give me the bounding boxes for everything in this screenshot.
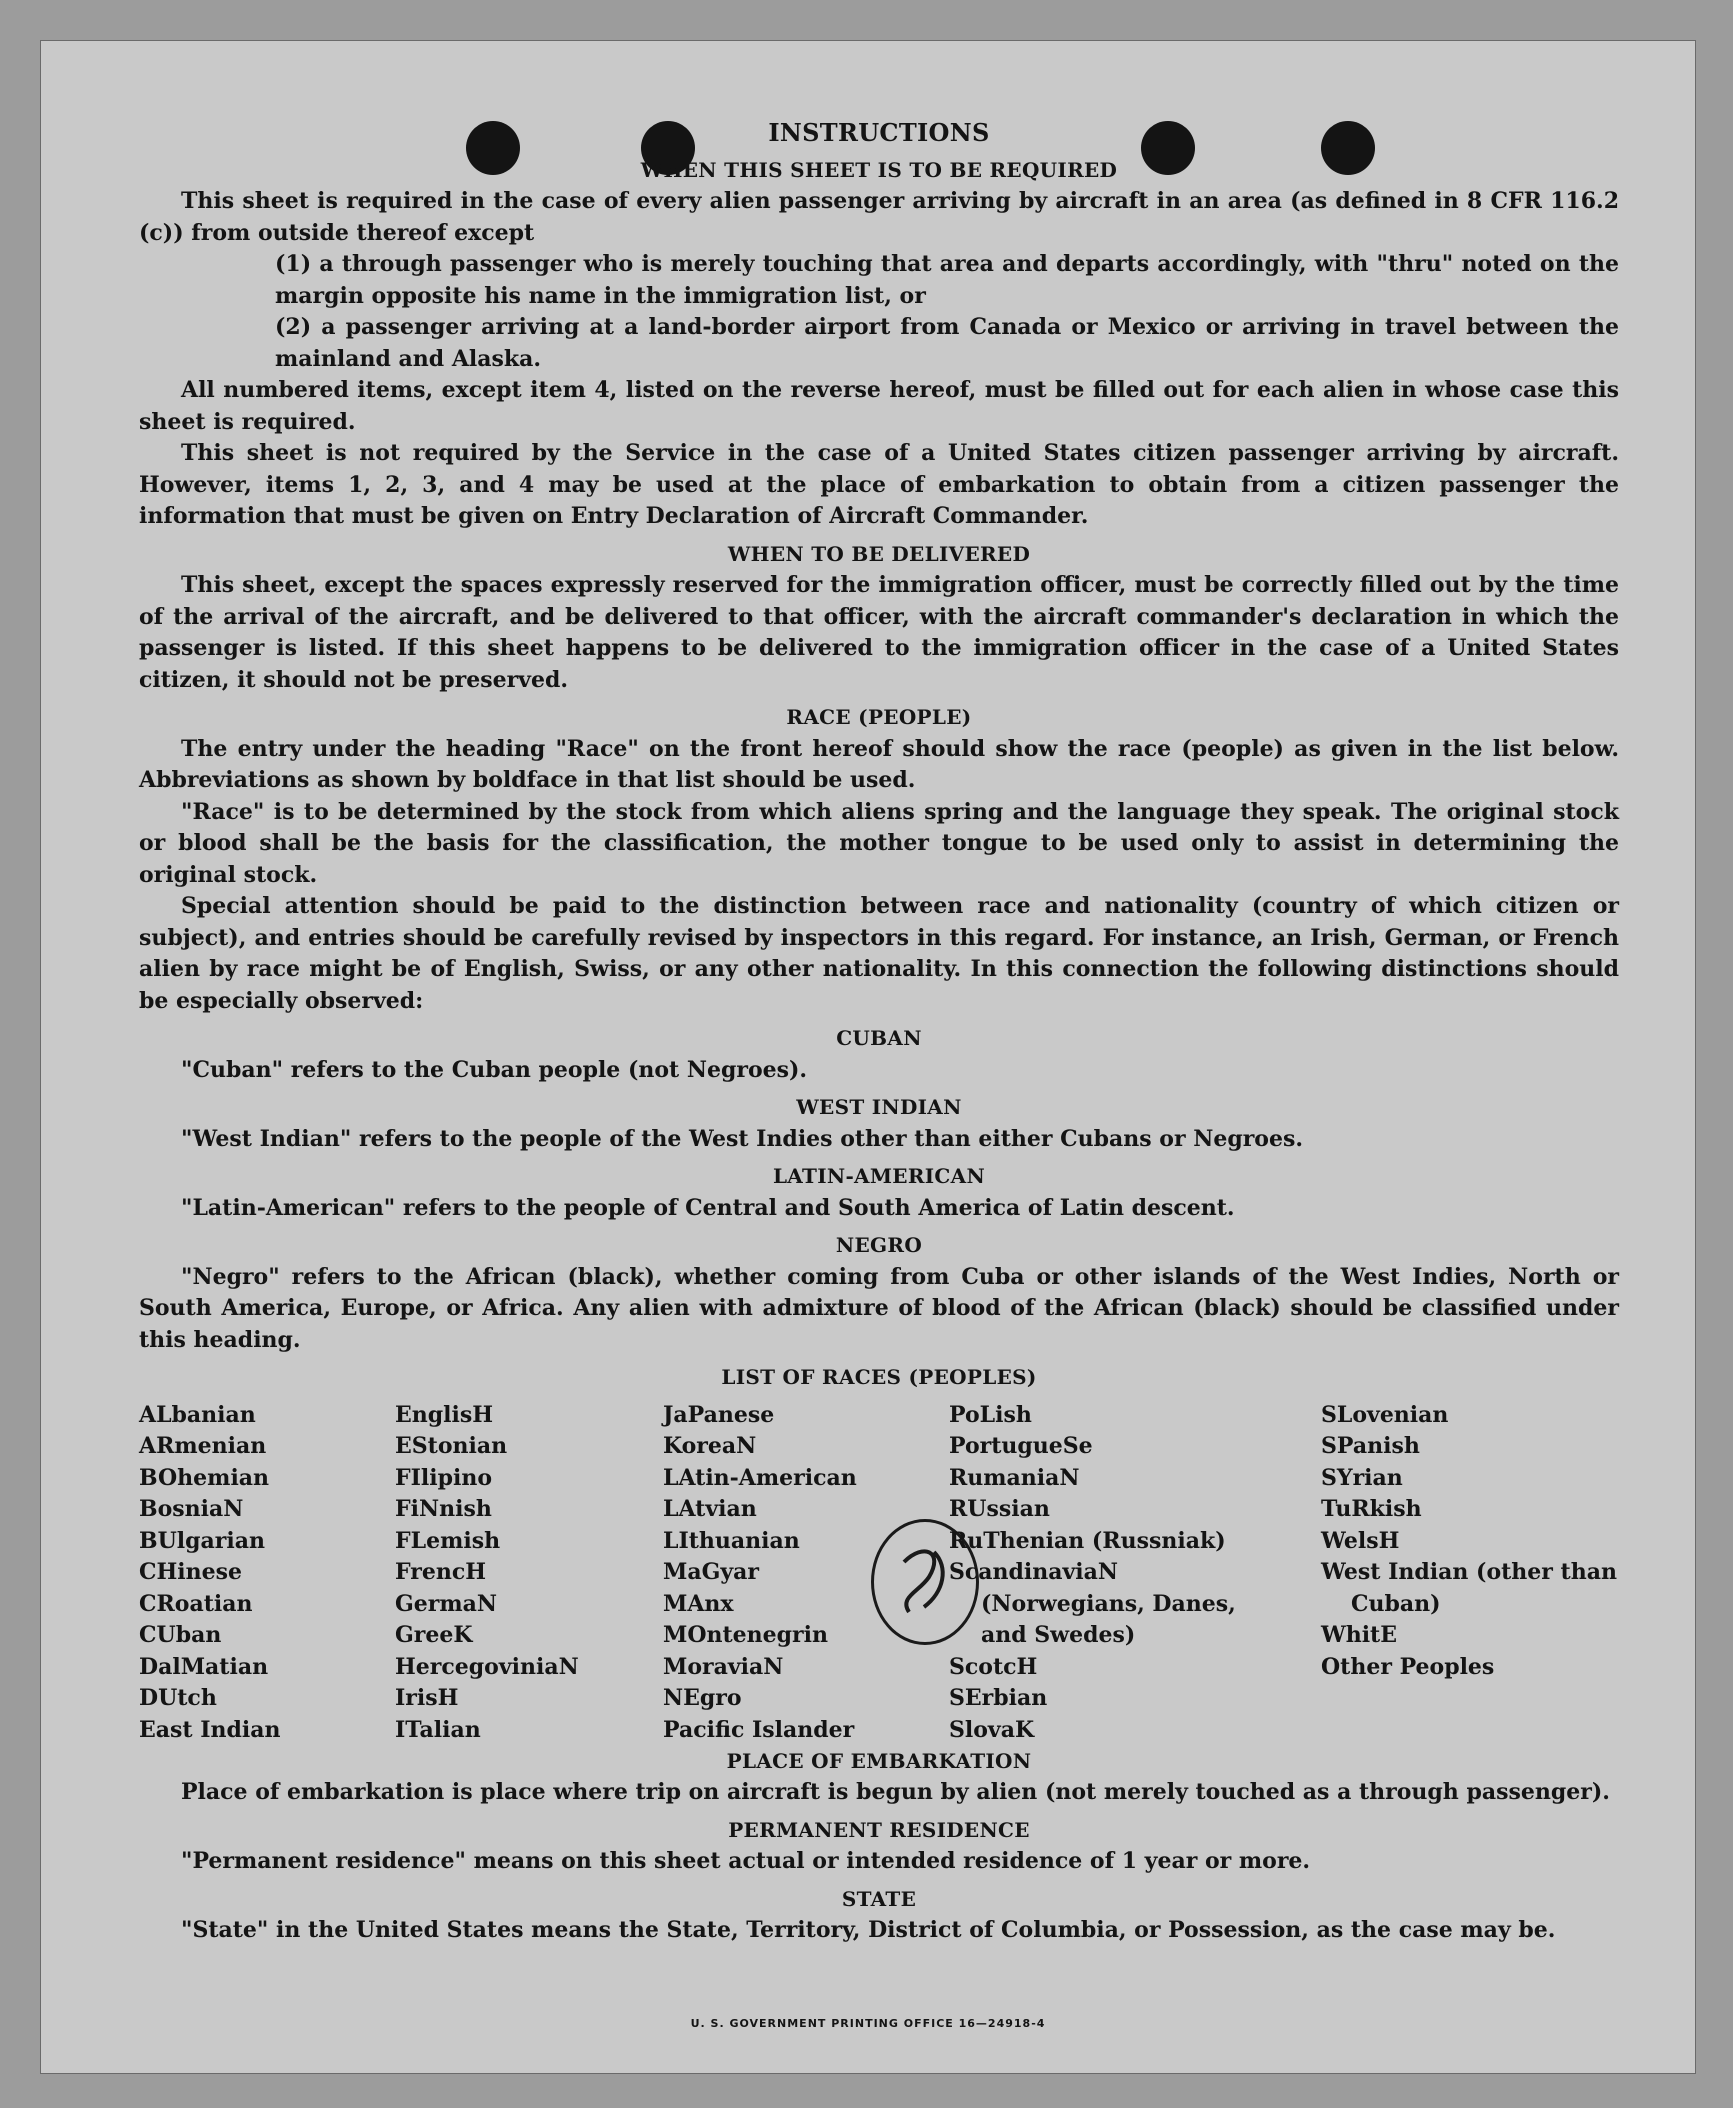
paragraph: "Latin-American" refers to the people of Central and South America of Latin descent. (181, 1194, 1235, 1221)
race-entry: Pacific Islander (663, 1716, 855, 1743)
race-entry: DalMatian (139, 1653, 269, 1680)
race-entry: FIlipino (395, 1464, 493, 1491)
printer-imprint: U. S. GOVERNMENT PRINTING OFFICE 16—24918-4 (690, 2017, 1046, 2030)
exception-item-2: (2) a passenger arriving at a land-border airport from Canada or Mexico or arriving in travel between the mainland and Alaska. (275, 314, 1619, 372)
heading-when-delivered: WHEN TO BE DELIVERED (727, 541, 1031, 566)
race-entry: ITalian (395, 1716, 481, 1743)
races-column-2 (395, 1400, 579, 1747)
paragraph: "Race" is to be determined by the stock from which aliens spring and the language they speak. The original stock or blood shall be the basis for the classification, the mother tongue to be used only to assist in determining the original stock. (139, 798, 1619, 888)
race-entry: West Indian (other than Cuban) (1321, 1559, 1617, 1617)
races-column-3 (663, 1400, 857, 1747)
race-entry: LAtvian (663, 1496, 757, 1522)
races-column-5 (1321, 1400, 1621, 1684)
race-entry: SErbian (949, 1685, 1048, 1711)
race-entry: EnglisH (395, 1401, 494, 1428)
heading-state: STATE (841, 1886, 917, 1911)
race-entry: SPanish (1321, 1433, 1420, 1459)
heading-when-required: WHEN THIS SHEET IS TO BE REQUIRED (640, 157, 1118, 182)
race-entry: East Indian (139, 1716, 281, 1743)
race-entry: GreeK (395, 1622, 473, 1648)
paragraph: "State" in the United States means the State, Territory, District of Columbia, or Possession, as the case may be. (181, 1917, 1556, 1943)
paragraph: This sheet is not required by the Service in the case of a United States citizen passenger arriving by aircraft. However, items 1, 2, 3, and 4 may be used at the place of embarkation to obtain from a citizen passenger the information that must be given on Entry Declaration of Aircraft Commander. (139, 440, 1619, 529)
paragraph: "Permanent residence" means on this sheet actual or intended residence of 1 year or more. (181, 1848, 1311, 1874)
paragraph: The entry under the heading "Race" on the front hereof should show the race (people) as given in the list below. Abbreviations as shown by boldface in that list should be used. (139, 735, 1619, 793)
race-entry: JaPanese (663, 1401, 775, 1428)
paragraph: All numbered items, except item 4, listed on the reverse hereof, must be filled out for each alien in whose case this sheet is required. (139, 377, 1619, 435)
race-entry: NEgro (663, 1685, 742, 1711)
paragraph: "Cuban" refers to the Cuban people (not Negroes). (181, 1056, 808, 1083)
paragraph: This sheet, except the spaces expressly reserved for the immigration officer, must be correctly filled out by the time of the arrival of the aircraft, and be delivered to that officer, with the aircraft commander's declaration in which the passenger is listed. If this sheet happens to be delivered to the immigration officer in the case of a United States citizen, it should not be preserved. (139, 572, 1619, 693)
race-entry: FLemish (395, 1527, 501, 1554)
paragraph: Place of embarkation is place where trip on aircraft is begun by alien (not merely touched as a through passenger). (181, 1779, 1610, 1805)
race-entry: IrisH (395, 1685, 459, 1711)
heading-place-of-embarkation: PLACE OF EMBARKATION (726, 1748, 1032, 1773)
race-entry: SlovaK (949, 1716, 1035, 1743)
race-entry: DUtch (139, 1685, 217, 1711)
heading-cuban: CUBAN (836, 1026, 922, 1050)
race-entry: KoreaN (663, 1433, 757, 1459)
race-entry: GermaN (395, 1590, 498, 1617)
race-entry: CUban (139, 1622, 222, 1648)
race-entry: RuThenian (Russniak) (949, 1527, 1226, 1554)
race-entry: PortugueSe (949, 1433, 1093, 1459)
race-entry: MOntenegrin (663, 1622, 828, 1648)
race-entry: MaGyar (663, 1559, 760, 1585)
heading-negro: NEGRO (835, 1233, 923, 1257)
race-entry: LAtin-American (663, 1464, 857, 1491)
race-entry: WhitE (1321, 1622, 1397, 1648)
race-entry: MoraviaN (663, 1653, 784, 1680)
heading-race: RACE (PEOPLE) (786, 705, 972, 729)
race-entry: EStonian (395, 1433, 508, 1459)
race-entry: FrencH (395, 1559, 486, 1585)
race-entry: PoLish (949, 1401, 1032, 1428)
race-entry: TuRkish (1321, 1496, 1422, 1522)
paragraph: "West Indian" refers to the people of the West Indies other than either Cubans or Negroes. (181, 1125, 1304, 1152)
race-entry: WelsH (1321, 1527, 1400, 1554)
race-entry: ALbanian (139, 1401, 256, 1428)
paragraph: Special attention should be paid to the distinction between race and nationality (country of which citizen or subject), and entries should be carefully revised by inspectors in this regard. For instance, an Irish, German, or French alien by race might be of English, Swiss, or any other nationality. In this connection the following distinctions should be especially observed: (139, 893, 1619, 1014)
races-list (139, 1400, 1619, 1743)
race-entry: RUssian (949, 1496, 1050, 1522)
race-entry: ScandinaviaN (Norwegians, Danes, and Swedes) (949, 1559, 1236, 1648)
race-entry: SYrian (1321, 1464, 1403, 1491)
race-entry: BosniaN (139, 1496, 244, 1522)
page-title: INSTRUCTIONS (768, 118, 990, 147)
race-entry: Other Peoples (1321, 1653, 1495, 1680)
race-entry: ScotcH (949, 1653, 1038, 1680)
instructions-content (139, 117, 1619, 1947)
races-column-1 (139, 1400, 281, 1747)
race-entry: MAnx (663, 1590, 734, 1617)
heading-permanent-residence: PERMANENT RESIDENCE (728, 1817, 1030, 1842)
race-entry: CRoatian (139, 1590, 253, 1617)
race-entry: CHinese (139, 1559, 243, 1585)
paragraph: This sheet is required in the case of every alien passenger arriving by aircraft in an area (as defined in 8 CFR 116.2 (c)) from outside thereof except (139, 188, 1619, 246)
race-entry: LIthuanian (663, 1527, 800, 1554)
heading-west-indian: WEST INDIAN (796, 1095, 962, 1119)
race-entry: HercegoviniaN (395, 1653, 579, 1680)
paragraph: "Negro" refers to the African (black), whether coming from Cuba or other islands of the West Indies, North or South America, Europe, or Africa. Any alien with admixture of blood of the African (black) should be classified under this heading. (139, 1263, 1619, 1353)
document-page (40, 40, 1696, 2074)
races-column-4 (949, 1400, 1279, 1747)
race-entry: FiNnish (395, 1496, 492, 1522)
race-entry: ARmenian (139, 1433, 267, 1459)
race-entry: RumaniaN (949, 1464, 1080, 1491)
exception-item-1: (1) a through passenger who is merely touching that area and departs accordingly, with "thru" noted on the margin opposite his name in the immigration list, or (275, 251, 1619, 309)
race-entry: BUlgarian (139, 1527, 265, 1554)
heading-list-of-races: LIST OF RACES (PEOPLES) (721, 1365, 1037, 1389)
race-entry: BOhemian (139, 1464, 270, 1491)
race-entry: SLovenian (1321, 1401, 1449, 1428)
heading-latin-american: LATIN-AMERICAN (772, 1164, 986, 1188)
